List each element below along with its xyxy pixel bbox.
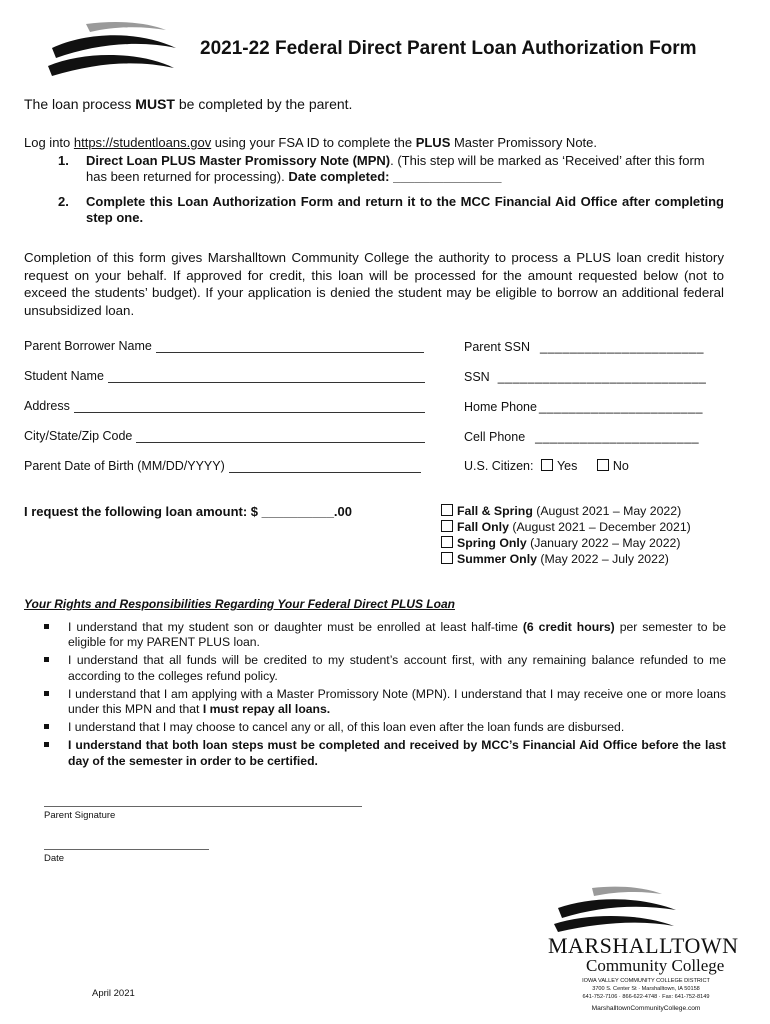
rights-item: I understand that I may choose to cancel any or all, of this loan even after the loan funds are disbursed. — [44, 720, 726, 735]
us-citizen-field: U.S. Citizen: Yes No — [464, 459, 629, 473]
college-address: 3700 S. Center St · Marshalltown, IA 50158 — [592, 985, 700, 992]
parent-signature-line[interactable] — [44, 806, 362, 807]
swoosh-logo-icon — [548, 884, 678, 932]
college-logo — [548, 884, 744, 1013]
term-option[interactable]: Fall Only (August 2021 – December 2021) — [441, 519, 691, 535]
parent-ssn-field[interactable]: Parent SSN ______________________ — [464, 340, 704, 354]
no-checkbox[interactable] — [597, 459, 609, 471]
ssn-field[interactable]: SSN ____________________________ — [464, 370, 707, 384]
term-options — [441, 503, 691, 567]
parent-dob-field[interactable]: Parent Date of Birth (MM/DD/YYYY) — [24, 459, 421, 473]
student-name-field[interactable]: Student Name — [24, 369, 425, 383]
term-checkbox[interactable] — [441, 552, 453, 564]
city-state-zip-field[interactable]: City/State/Zip Code — [24, 429, 425, 443]
step-item: 1. Direct Loan PLUS Master Promissory Note (MPN). (This step will be marked as ‘Received’ after this form has been returned for processing). Date completed: _______________ — [58, 153, 705, 184]
parent-signature-label: Parent Signature — [44, 810, 116, 821]
swoosh-logo-icon — [46, 18, 178, 76]
step-item: 2. Complete this Loan Authorization Form and return it to the MCC Financial Aid Office after completing step one. — [58, 194, 724, 225]
college-website[interactable]: MarshalltownCommunityCollege.com — [591, 1005, 701, 1013]
loan-amount-request[interactable]: I request the following loan amount: $ __________.00 — [24, 504, 352, 519]
term-option[interactable]: Spring Only (January 2022 – May 2022) — [441, 535, 691, 551]
parent-borrower-name-field[interactable]: Parent Borrower Name — [24, 339, 424, 353]
home-phone-field[interactable]: Home Phone ______________________ — [464, 400, 703, 414]
intro-text: The loan process MUST be completed by the parent. — [24, 96, 353, 112]
rights-item: I understand that I am applying with a Master Promissory Note (MPN). I understand that I may receive one or more loans under this MPN and that I must repay all loans. — [44, 687, 726, 717]
term-checkbox[interactable] — [441, 520, 453, 532]
studentloans-link[interactable]: https://studentloans.gov — [73, 135, 212, 150]
college-name-sub: Community College — [586, 956, 725, 975]
term-option[interactable]: Summer Only (May 2022 – July 2022) — [441, 551, 691, 567]
rights-list — [44, 620, 726, 772]
college-phones: 641-752-7106 · 866-622-4748 · Fax: 641-752-8149 — [582, 993, 710, 1000]
revision-date: April 2021 — [92, 988, 135, 999]
rights-item: I understand that all funds will be credited to my student’s account first, with any remaining balance refunded to me according to the colleges refund policy. — [44, 653, 726, 683]
rights-item: I understand that both loan steps must be completed and received by MCC’s Financial Aid Office before the last day of the semester in order to be certified. — [44, 738, 726, 768]
term-checkbox[interactable] — [441, 536, 453, 548]
date-line[interactable] — [44, 849, 209, 850]
completion-paragraph: Completion of this form gives Marshalltown Community College the authority to process a PLUS loan credit history request on your behalf. If approved for credit, this loan will be processed for the amount requested below (not to exceed the students’ budget). If your application is denied the student may be eligible to borrow an additional federal unsubsidized loan. — [24, 250, 724, 318]
rights-heading: Your Rights and Responsibilities Regarding Your Federal Direct PLUS Loan — [24, 597, 455, 611]
page-title: 2021-22 Federal Direct Parent Loan Authorization Form — [200, 38, 697, 59]
login-instruction: Log into https://studentloans.gov using your FSA ID to complete the PLUS Master Promissory Note. — [24, 135, 598, 150]
cell-phone-field[interactable]: Cell Phone ______________________ — [464, 430, 700, 444]
college-district: IOWA VALLEY COMMUNITY COLLEGE DISTRICT — [582, 978, 710, 984]
term-option[interactable]: Fall & Spring (August 2021 – May 2022) — [441, 503, 691, 519]
rights-item: I understand that my student son or daughter must be enrolled at least half-time (6 credit hours) per semester to be eligible for my PARENT PLUS loan. — [44, 620, 726, 650]
date-label: Date — [44, 853, 65, 864]
term-checkbox[interactable] — [441, 504, 453, 516]
yes-checkbox[interactable] — [541, 459, 553, 471]
address-field[interactable]: Address — [24, 399, 425, 413]
steps-list — [58, 153, 724, 235]
college-name: MARSHALLTOWN — [548, 933, 739, 958]
